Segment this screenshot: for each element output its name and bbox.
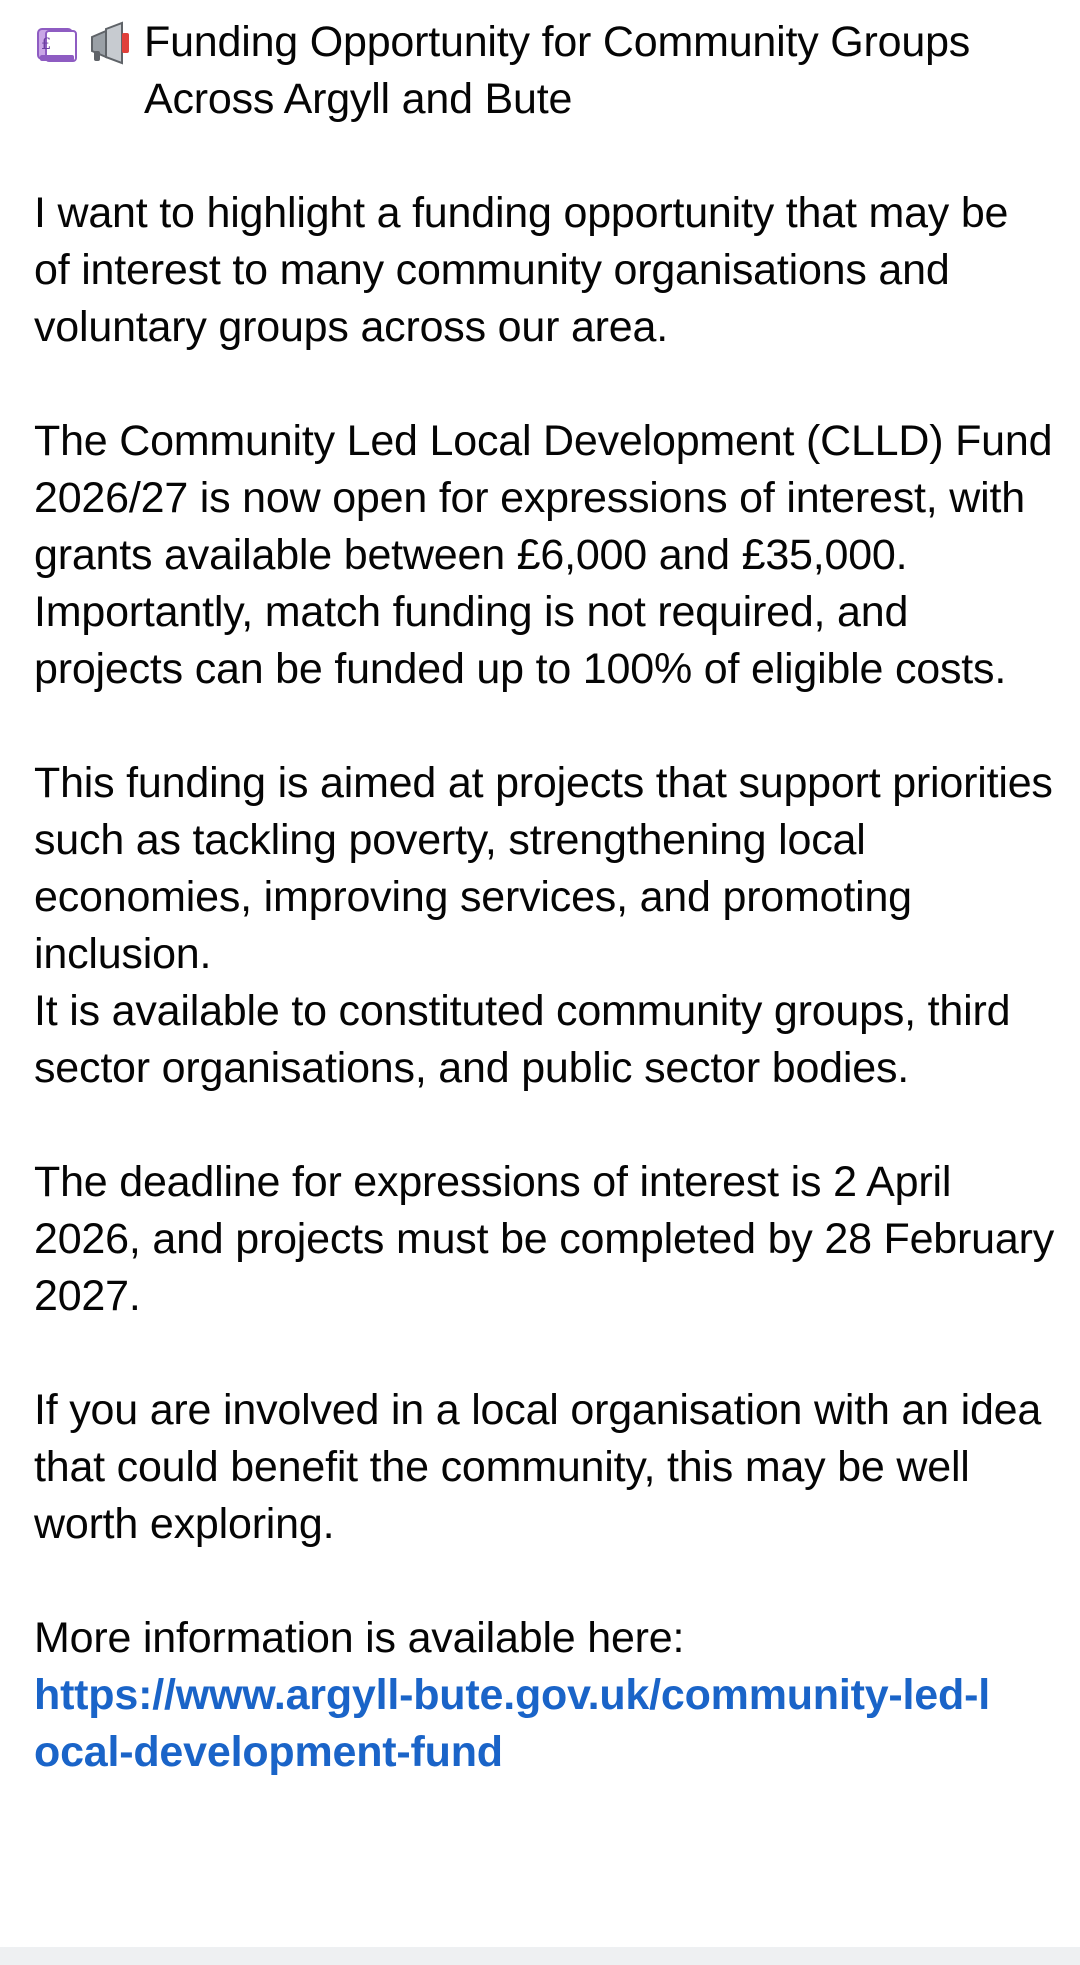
paragraph-fund-details: The Community Led Local Development (CLLD) Fund 2026/27 is now open for expressions of interest, with grants available between £6,000 and £35,000. Importantly, match funding is not required, and projects can be funded up to 100% of eligible costs.: [34, 417, 1053, 693]
money-bag-icon: [34, 19, 82, 67]
post-title: Funding Opportunity for Community Groups Across Argyll and Bute: [144, 18, 971, 123]
fund-info-link[interactable]: https://www.argyll-bute.gov.uk/community-led-local-development-fund: [34, 1671, 990, 1776]
post-title-line: [34, 14, 1054, 128]
more-info-label: More information is available here:: [34, 1614, 685, 1662]
title-icons: [34, 14, 132, 71]
paragraph-deadline: The deadline for expressions of interest is 2 April 2026, and projects must be completed by 28 February 2027.: [34, 1158, 1054, 1320]
paragraph-call-to-action: If you are involved in a local organisation with an idea that could benefit the community, this may be well worth exploring.: [34, 1386, 1042, 1548]
bottom-divider: [0, 1947, 1080, 1965]
post-body: [34, 14, 1054, 1781]
svg-text:£: £: [41, 33, 51, 53]
paragraph-eligibility: This funding is aimed at projects that support priorities such as tackling poverty, strengthening local economies, improving services, and promoting inclusion. It is available to constituted community groups, third sector organisations, and public sector bodies.: [34, 759, 1053, 1092]
megaphone-icon: [84, 19, 132, 67]
paragraph-intro: I want to highlight a funding opportunity that may be of interest to many community organisations and voluntary groups across our area.: [34, 189, 1009, 351]
